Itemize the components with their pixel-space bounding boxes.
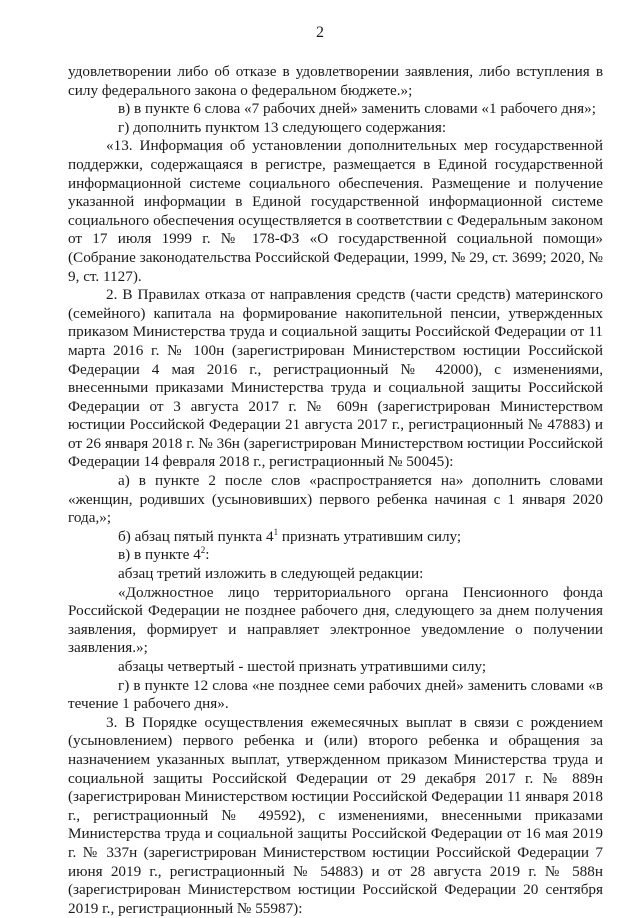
document-body	[68, 63, 603, 918]
item-b-text: б) абзац пятый пункта 4	[118, 527, 274, 545]
paragraph-quote: «Должностное лицо территориального органа Пенсионного фонда Российской Федерации не позднее рабочего дня, следующего за днем получения заявления, формирует и направляет электронное уведомление о получении заявления.»;	[68, 583, 603, 657]
item-v2-text-end: :	[205, 546, 210, 564]
paragraph-item-g: г) дополнить пунктом 13 следующего содержания:	[118, 118, 447, 136]
paragraph-section-3: 3. В Порядке осуществления ежемесячных выплат в связи с рождением (усыновлением) первого ребенка и (или) второго ребенка и обращения за назначением указанных выплат, утвержденном приказом Министерства труда и социальной защиты Российской Федерации от 29 декабря 2017 г. № 889н (зарегистрирован Министерством юстиции Российской Федерации 11 января 2018 г., регистрационный № 49592), с изменениями, внесенными приказами Министерства труда и социальной защиты Российской Федерации от 16 мая 2019 г. № 337н (зарегистрирован Министерством юстиции Российской Федерации 7 июня 2019 г., регистрационный № 54883) и от 28 августа 2019 г. № 588н (зарегистрирован Министерством юстиции Российской Федерации 20 сентября 2019 г., регистрационный № 55987):	[68, 713, 603, 917]
item-b-superscript: 1	[273, 526, 279, 537]
paragraph-point-13: «13. Информация об установлении дополнительных мер государственной поддержки, содержащаяся в регистре, размещается в Единой государственной информационной системе социального обеспечения. Размещение и получение указанной информации в Единой государственной информационной системе социального обеспечения осуществляется в соответствии с Федеральным законом от 17 июля 1999 г. № 178-ФЗ «О государственной социальной помощи» (Собрание законодательства Российской Федерации, 1999, № 29, ст. 3699; 2020, № 9, ст. 1127).	[68, 137, 603, 285]
paragraph-item-g2: г) в пункте 12 слова «не позднее семи рабочих дней» заменить словами «в течение 1 рабочего дня».	[68, 676, 603, 713]
paragraph-abzac-4-6: абзацы четвертый - шестой признать утратившими силу;	[118, 658, 487, 675]
paragraph-abzac-3: абзац третий изложить в следующей редакции:	[118, 565, 424, 583]
paragraph-item-v: в) в пункте 6 слова «7 рабочих дней» заменить словами «1 рабочего дня»;	[118, 100, 596, 118]
item-v2-text: в) в пункте 4	[118, 546, 201, 564]
item-b-text-end: признать утратившим силу;	[278, 527, 462, 545]
item-v2-superscript: 2	[200, 545, 206, 556]
paragraph-continuation: удовлетворении либо об отказе в удовлетворении заявления, либо вступления в силу федерального закона о федеральном бюджете.»;	[68, 63, 603, 99]
paragraph-item-b	[68, 528, 603, 547]
paragraph-item-v2	[68, 546, 603, 565]
page-number: 2	[316, 24, 324, 41]
paragraph-section-2: 2. В Правилах отказа от направления средств (части средств) материнского (семейного) капитала на формирование накопительной пенсии, утвержденных приказом Министерства труда и социальной защиты Российской Федерации от 11 марта 2016 г. № 100н (зарегистрирован Министерством юстиции Российской Федерации 4 мая 2016 г., регистрационный № 42000), с изменениями, внесенными приказами Министерства труда и социальной защиты Российской Федерации от 3 августа 2017 г. № 609н (зарегистрирован Министерством юстиции Российской Федерации 21 августа 2017 г., регистрационный № 47883) и от 26 января 2018 г. № 36н (зарегистрирован Министерством юстиции Российской Федерации 14 февраля 2018 г., регистрационный № 50045):	[68, 286, 603, 471]
paragraph-item-a: а) в пункте 2 после слов «распространяется на» дополнить словами «женщин, родивших (усыновивших) первого ребенка начиная с 1 января 2020 года,»;	[68, 472, 603, 527]
